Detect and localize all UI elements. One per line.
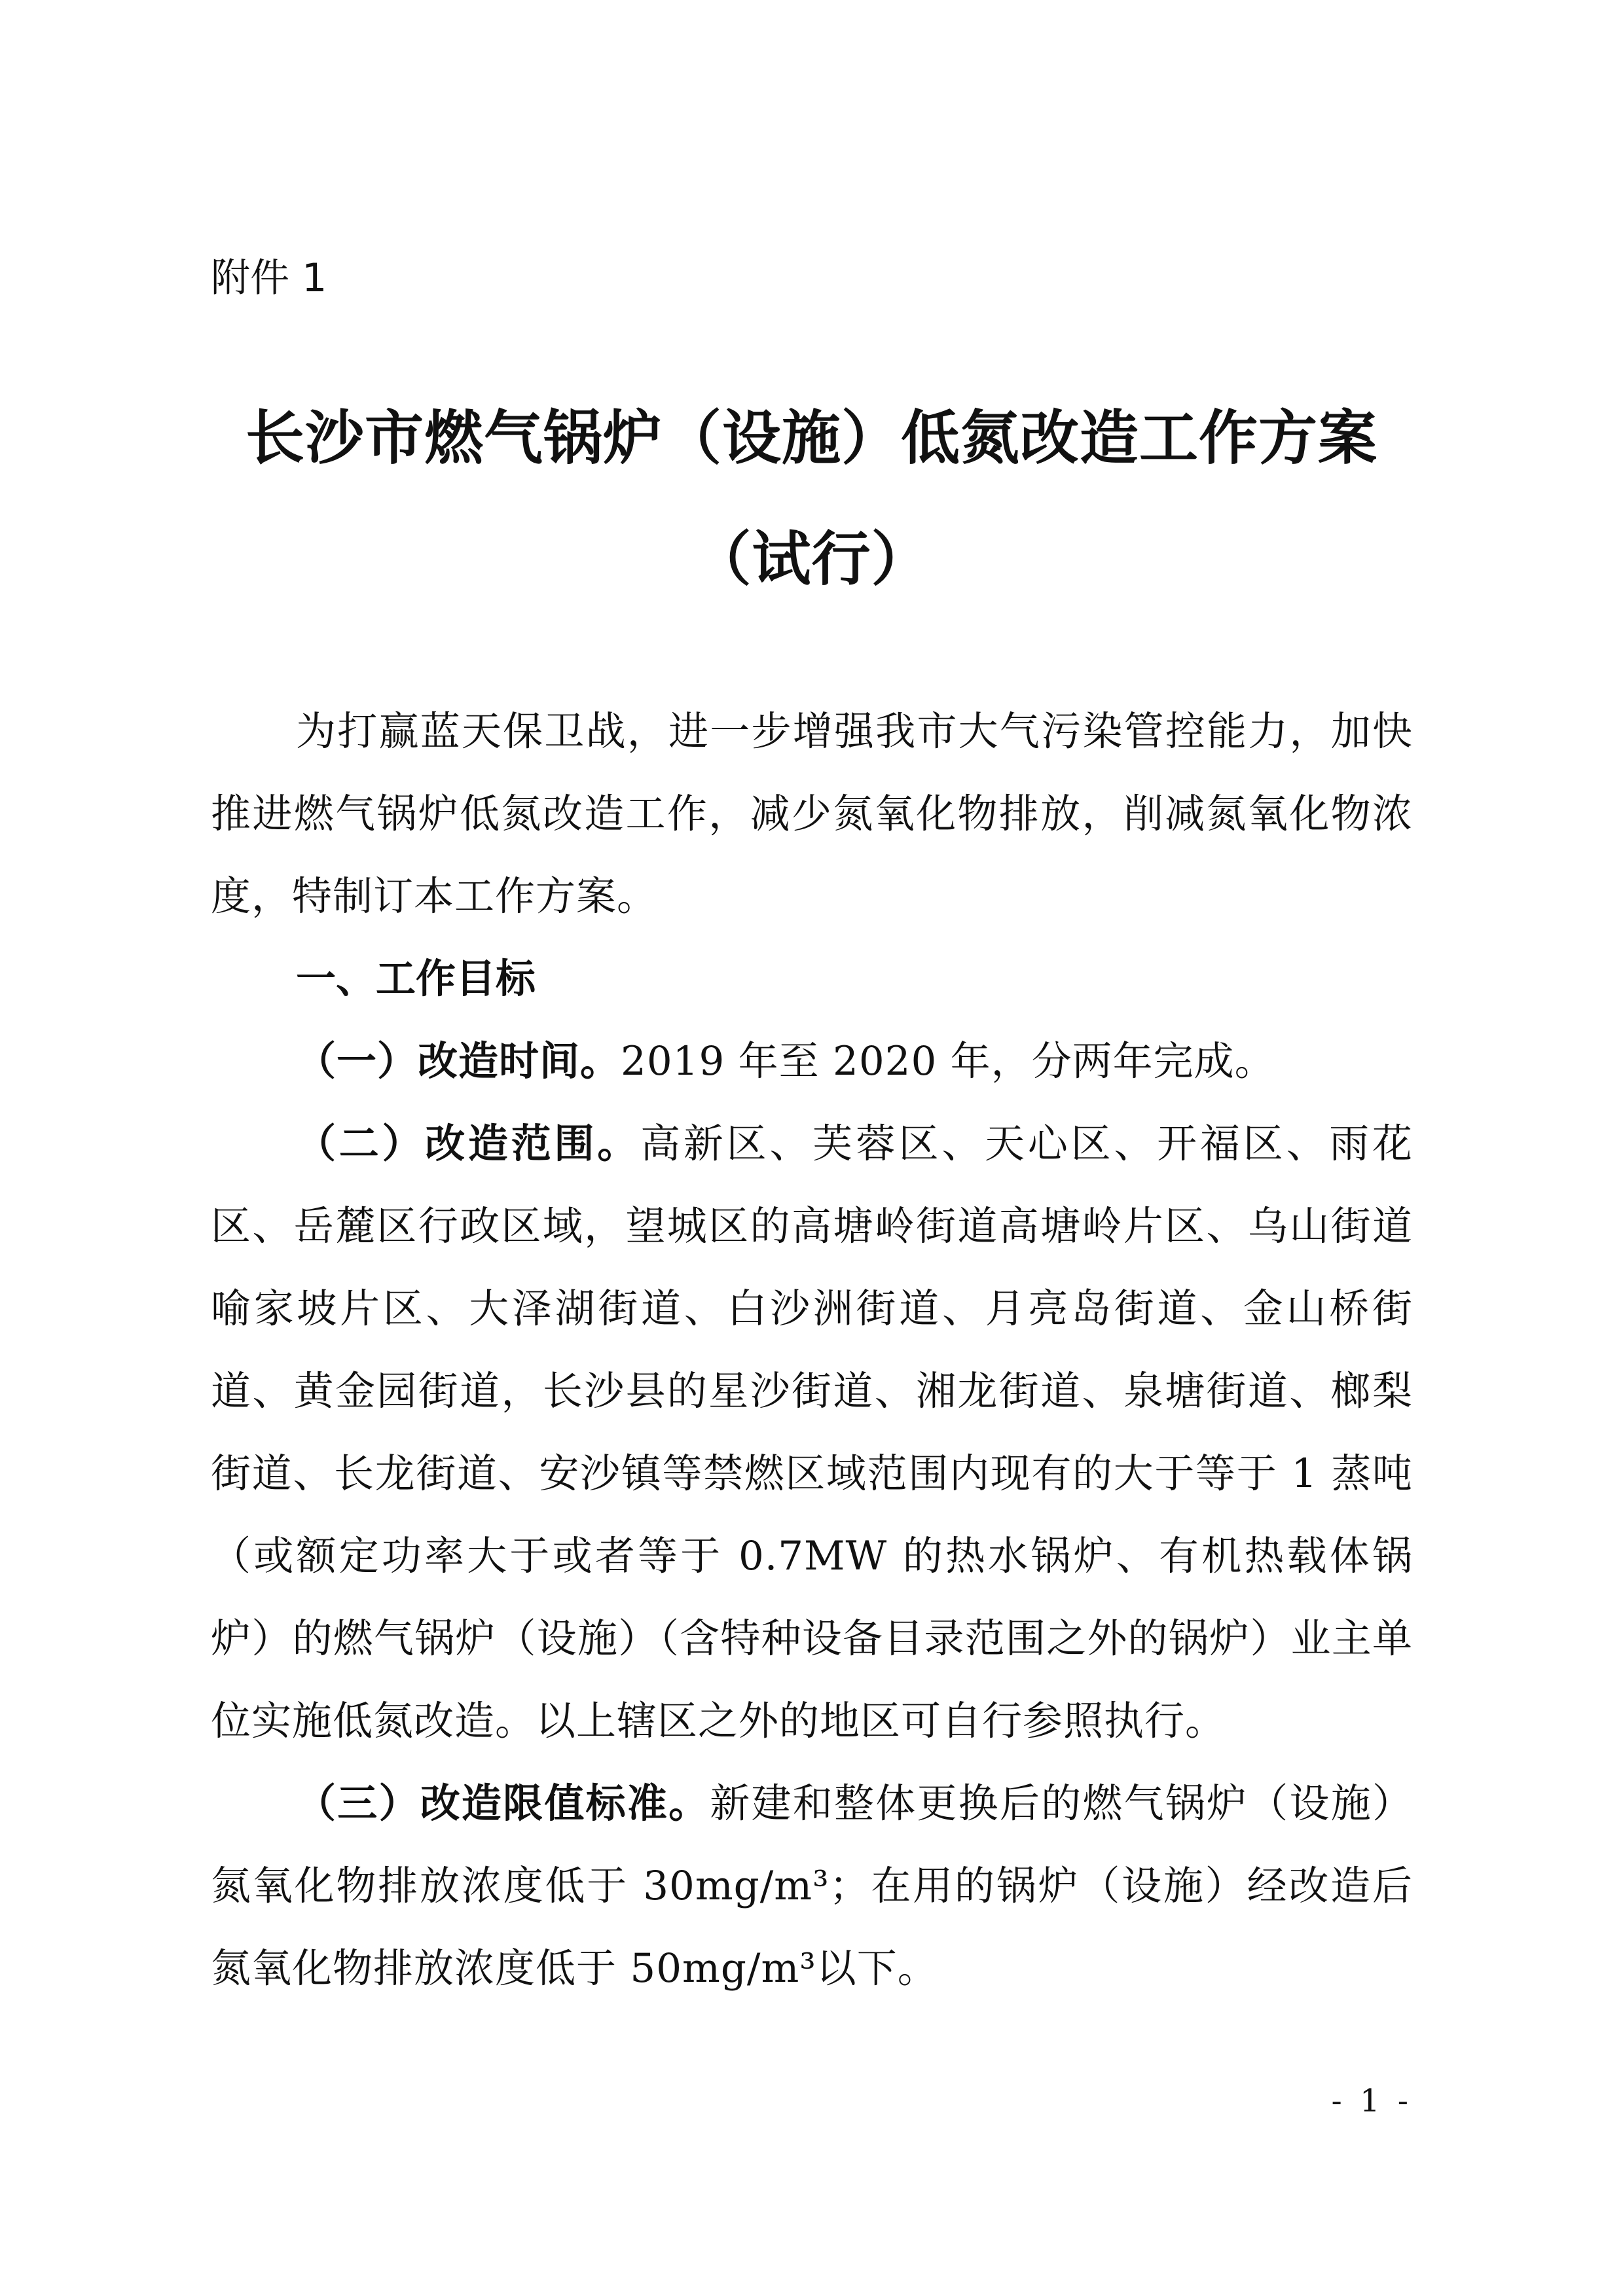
item-text: 新建和整体更换后的燃气锅炉（设施）氮氧化物排放浓度低于 30mg/m³；在用的锅炉（设施）经改造后氮氧化物排放浓度低于 50mg/m³以下。 xyxy=(211,1780,1413,1992)
item-lead: （三）改造限值标准。 xyxy=(296,1780,710,1827)
document-subtitle: （试行） xyxy=(692,525,931,594)
item-lead: （二）改造范围。 xyxy=(296,1121,641,1167)
item-lead: （一）改造时间。 xyxy=(296,1038,621,1085)
section-heading: 一、工作目标 xyxy=(296,956,536,1002)
item-paragraph-2 xyxy=(211,1103,1413,1763)
intro-paragraph: 为打赢蓝天保卫战，进一步增强我市大气污染管控能力，加快推进燃气锅炉低氮改造工作，减少氮氧化物排放，削减氮氧化物浓度，特制订本工作方案。 xyxy=(211,708,1413,920)
item-text: 高新区、芙蓉区、天心区、开福区、雨花区、岳麓区行政区域，望城区的高塘岭街道高塘岭片区、乌山街道喻家坡片区、大泽湖街道、白沙洲街道、月亮岛街道、金山桥街道、黄金园街道，长沙县的星沙街道、湘龙街道、泉塘街道、榔梨街道、长龙街道、安沙镇等禁燃区域范围内现有的大于等于 1 蒸吨（或额定功率大于或者等于 0.7MW 的热水锅炉、有机热载体锅炉）的燃气锅炉（设施）（含特种设备目录范围之外的锅炉）业主单位实施低氮改造。以上辖区之外的地区可自行参照执行。 xyxy=(211,1121,1413,1744)
attachment-label: 附件 1 xyxy=(211,255,327,301)
item-paragraph-3 xyxy=(211,1763,1413,2010)
document-title: 长沙市燃气锅炉（设施）低氮改造工作方案 xyxy=(246,404,1377,473)
item-text: 2019 年至 2020 年，分两年完成。 xyxy=(621,1038,1275,1085)
document-body xyxy=(211,691,1413,2010)
page-number: - 1 - xyxy=(1331,2083,1412,2119)
item-paragraph-1 xyxy=(211,1020,1413,1103)
